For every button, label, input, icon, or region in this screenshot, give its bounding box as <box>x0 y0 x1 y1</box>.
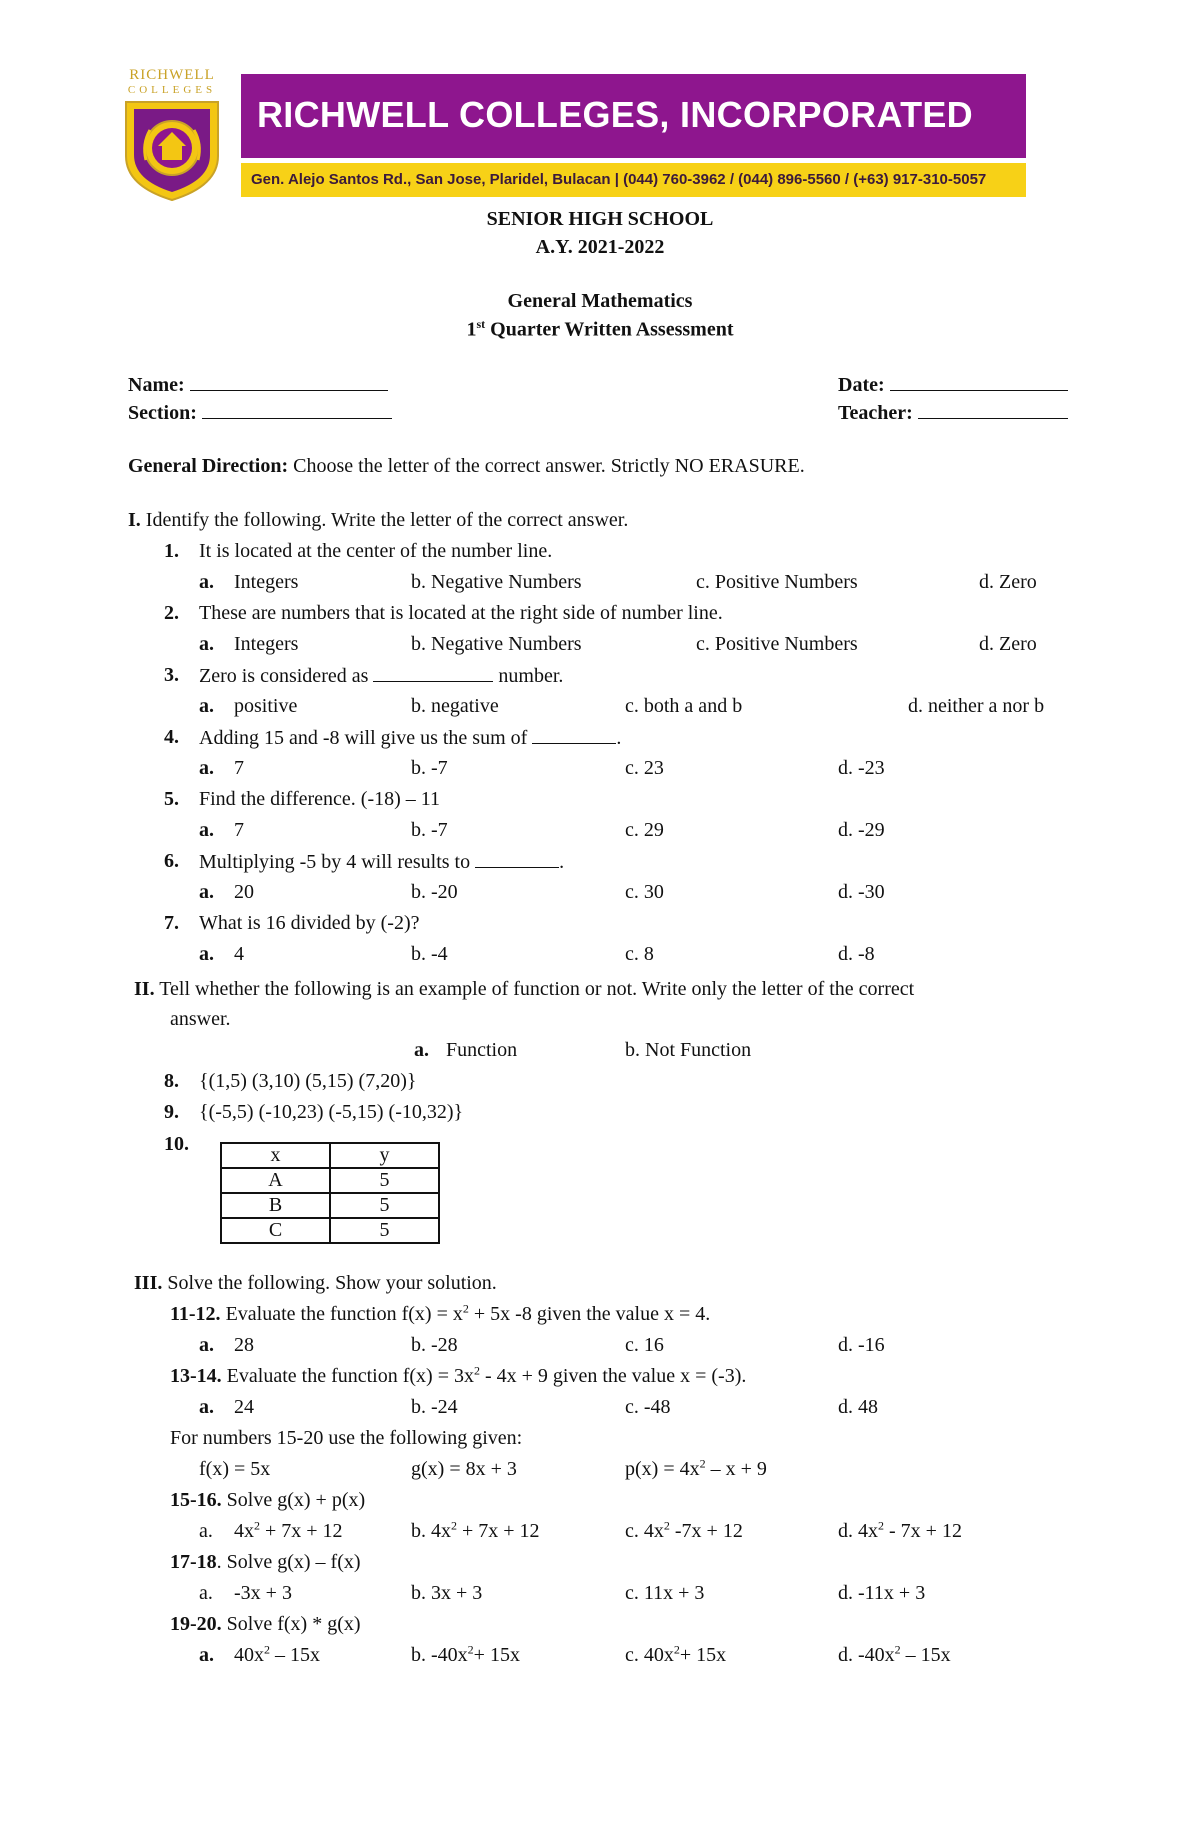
logo-text-richwell: RICHWELL <box>129 67 215 83</box>
question-text <box>199 725 621 750</box>
option-c[interactable]: c. both a and b <box>625 695 743 717</box>
section-blank[interactable] <box>202 400 392 419</box>
question-number: 3. <box>164 664 179 686</box>
question-line <box>170 1302 710 1326</box>
answer-blank[interactable] <box>373 663 493 682</box>
option-a[interactable] <box>234 1643 320 1667</box>
question-text: Find the difference. (-18) – 11 <box>199 788 441 810</box>
option-d[interactable]: d. -29 <box>838 819 885 841</box>
table-cell: 5 <box>330 1218 439 1243</box>
table-cell: 5 <box>330 1168 439 1193</box>
teacher-label: Teacher: <box>838 402 913 424</box>
option-b-pre: b. 4x <box>411 1520 451 1542</box>
teacher-blank[interactable] <box>918 400 1068 419</box>
question-text-pre: Evaluate the function f(x) = x <box>220 1303 463 1325</box>
section-field <box>128 400 392 425</box>
institution-banner <box>241 74 1026 158</box>
question-line <box>170 1612 361 1636</box>
question-number: 8. <box>164 1070 179 1092</box>
quarter-suffix: st <box>476 317 486 331</box>
option-a[interactable]: 20 <box>234 881 254 903</box>
date-label: Date: <box>838 374 885 396</box>
option-b[interactable]: b. -7 <box>411 757 448 779</box>
question-text: These are numbers that is located at the right side of number line. <box>199 602 723 624</box>
quarter-number: 1 <box>466 318 477 341</box>
given-p <box>625 1457 767 1481</box>
function-option-letter[interactable]: a. <box>414 1039 429 1061</box>
option-c[interactable] <box>625 1519 743 1543</box>
option-d[interactable] <box>838 1643 951 1667</box>
answer-blank[interactable] <box>532 725 616 744</box>
table-row <box>221 1218 439 1243</box>
assessment-title <box>0 317 1200 342</box>
option-d[interactable]: d. -23 <box>838 757 885 779</box>
option-d-post: - 7x + 12 <box>884 1520 962 1542</box>
section-label: Section: <box>128 402 197 424</box>
quarter-text: Quarter Written Assessment <box>485 318 734 341</box>
option-d[interactable] <box>838 1519 962 1543</box>
given-g: g(x) = 8x + 3 <box>411 1458 517 1480</box>
question-number: 6. <box>164 850 179 872</box>
address-text: Gen. Alejo Santos Rd., San Jose, Plaridel, Bulacan | (044) 760-3962 / (044) 896-5560 / (+63) 917-310-5057 <box>251 171 987 188</box>
option-a-letter[interactable]: a. <box>199 633 214 655</box>
exponent: 2 <box>467 1642 474 1657</box>
function-option[interactable]: Function <box>446 1039 518 1061</box>
part1-instruction: Identify the following. Write the letter of the correct answer. <box>140 509 629 531</box>
exponent: 2 <box>663 1518 670 1533</box>
option-d[interactable]: d. 48 <box>838 1396 878 1418</box>
option-a[interactable]: 28 <box>234 1334 254 1356</box>
question-text-pre: Evaluate the function f(x) = 3x <box>221 1365 474 1387</box>
question-number: 1. <box>164 540 179 562</box>
option-c[interactable]: c. Positive Numbers <box>696 633 858 655</box>
option-d-pre: d. 4x <box>838 1520 878 1542</box>
table-row <box>221 1193 439 1218</box>
question-text: Solve f(x) * g(x) <box>221 1613 361 1635</box>
question-number: 9. <box>164 1101 179 1123</box>
subject-title: General Mathematics <box>507 290 693 312</box>
option-a-letter[interactable]: a. <box>199 1644 214 1666</box>
option-a[interactable]: positive <box>234 695 298 717</box>
logo-text-colleges: COLLEGES <box>127 84 217 96</box>
table-header: y <box>330 1143 439 1168</box>
question-text-pre: Adding 15 and -8 will give us the sum of <box>199 727 533 749</box>
option-b[interactable]: b. negative <box>411 695 499 717</box>
table-header-row <box>221 1143 439 1168</box>
option-b[interactable]: b. -4 <box>411 943 448 965</box>
table-cell: C <box>221 1218 330 1243</box>
part2-instruction: Tell whether the following is an example of function or not. Write only the letter of the correct <box>154 978 915 1000</box>
option-c[interactable] <box>625 1643 726 1667</box>
question-text <box>199 663 563 688</box>
question-text-post: + 5x -8 given the value x = 4. <box>468 1303 711 1325</box>
question-text-post: . <box>559 851 565 873</box>
option-a-letter[interactable]: a. <box>199 695 214 717</box>
table-cell: A <box>221 1168 330 1193</box>
option-c-post: -7x + 12 <box>669 1520 743 1542</box>
exponent: 2 <box>473 1363 480 1378</box>
exponent: 2 <box>673 1642 680 1657</box>
option-c[interactable]: c. Positive Numbers <box>696 571 858 593</box>
general-direction <box>128 454 805 478</box>
option-a-letter[interactable]: a. <box>199 1396 214 1418</box>
option-a-pre: 4x <box>234 1520 254 1542</box>
question-text-post: number. <box>493 665 564 687</box>
part1-roman: I. <box>128 509 141 531</box>
option-c[interactable]: c. 30 <box>625 881 664 903</box>
option-c-post: + 15x <box>679 1644 727 1666</box>
option-a[interactable]: 24 <box>234 1396 254 1418</box>
question-text: What is 16 divided by (-2)? <box>199 912 420 934</box>
option-a-pre: 40x <box>234 1644 264 1666</box>
option-b-post: + 7x + 12 <box>457 1520 540 1542</box>
academic-year: A.Y. 2021-2022 <box>535 236 665 258</box>
part2-heading <box>134 977 914 1001</box>
exponent: 2 <box>254 1518 260 1533</box>
option-a-letter[interactable]: a. <box>199 1334 214 1356</box>
option-c[interactable]: c. 11x + 3 <box>625 1582 705 1604</box>
part2-roman: II. <box>134 978 155 1000</box>
option-c[interactable]: c. 16 <box>625 1334 664 1356</box>
option-a-letter[interactable]: a. <box>199 1582 213 1604</box>
teacher-field <box>838 400 1068 425</box>
option-c[interactable]: c. 8 <box>625 943 654 965</box>
question-number: 13-14. <box>170 1365 222 1387</box>
direction-label: General Direction: <box>128 455 289 477</box>
shield-icon <box>122 98 222 202</box>
option-a-letter[interactable]: a. <box>199 943 214 965</box>
option-a[interactable] <box>234 1519 343 1543</box>
table-header: x <box>221 1143 330 1168</box>
given-p-pre: p(x) = 4x <box>625 1458 700 1480</box>
school-level: SENIOR HIGH SCHOOL <box>486 208 714 230</box>
name-label: Name: <box>128 374 185 396</box>
table-cell: 5 <box>330 1193 439 1218</box>
relation-set: {(-5,5) (-10,23) (-5,15) (-10,32)} <box>199 1101 464 1123</box>
option-d[interactable]: d. -11x + 3 <box>838 1582 926 1604</box>
option-a[interactable]: 7 <box>234 757 244 779</box>
option-d[interactable]: d. neither a nor b <box>908 695 1045 717</box>
question-text: . Solve g(x) – f(x) <box>216 1551 361 1573</box>
not-function-option[interactable]: b. Not Function <box>625 1039 752 1061</box>
option-b[interactable]: b. Negative Numbers <box>411 571 582 593</box>
option-c[interactable]: c. 29 <box>625 819 664 841</box>
option-b-post: + 15x <box>473 1644 520 1666</box>
part2-instruction-cont: answer. <box>170 1008 231 1030</box>
option-a[interactable]: 7 <box>234 819 244 841</box>
date-field <box>838 372 1068 397</box>
option-d[interactable]: d. -8 <box>838 943 875 965</box>
part3-heading <box>134 1271 497 1295</box>
question-text <box>199 849 564 874</box>
option-b[interactable]: b. -20 <box>411 881 458 903</box>
question-number: 11-12. <box>170 1303 221 1325</box>
exponent: 2 <box>894 1642 901 1657</box>
option-a[interactable]: Integers <box>234 633 299 655</box>
option-d[interactable]: d. -30 <box>838 881 885 903</box>
relation-table <box>220 1142 440 1244</box>
option-b[interactable]: b. 3x + 3 <box>411 1582 483 1604</box>
direction-text: Choose the letter of the correct answer. Strictly NO ERASURE. <box>288 455 805 477</box>
part1-heading <box>128 508 628 532</box>
option-a[interactable]: Integers <box>234 571 299 593</box>
exponent: 2 <box>462 1301 469 1316</box>
question-number: 19-20. <box>170 1613 222 1635</box>
option-a-post: + 7x + 12 <box>260 1520 343 1542</box>
question-line <box>170 1550 361 1574</box>
answer-blank[interactable] <box>475 849 559 868</box>
option-d-pre: d. -40x <box>838 1644 895 1666</box>
name-field <box>128 372 388 397</box>
given-p-post: – x + 9 <box>705 1458 767 1480</box>
question-text: It is located at the center of the number line. <box>199 540 553 562</box>
question-line <box>170 1364 746 1388</box>
given-intro: For numbers 15-20 use the following given: <box>170 1427 523 1449</box>
question-text-post: . <box>616 727 622 749</box>
option-c[interactable]: c. -48 <box>625 1396 671 1418</box>
date-blank[interactable] <box>890 372 1068 391</box>
school-logo <box>118 68 226 202</box>
exponent: 2 <box>264 1642 270 1657</box>
exponent: 2 <box>878 1518 884 1533</box>
option-c-pre: c. 40x <box>625 1644 674 1666</box>
given-f: f(x) = 5x <box>199 1458 271 1480</box>
question-text-pre: Multiplying -5 by 4 will results to <box>199 851 476 873</box>
option-d[interactable]: d. -16 <box>838 1334 885 1356</box>
option-b[interactable]: b. -24 <box>411 1396 458 1418</box>
option-a[interactable]: 4 <box>234 943 244 965</box>
question-number: 15-16. <box>170 1489 222 1511</box>
question-number: 17-18 <box>170 1551 217 1573</box>
exponent: 2 <box>699 1456 706 1471</box>
option-b-pre: b. -40x <box>411 1644 468 1666</box>
option-d[interactable]: d. Zero <box>979 571 1037 593</box>
option-a-letter[interactable]: a. <box>199 757 214 779</box>
question-text: Solve g(x) + p(x) <box>221 1489 366 1511</box>
question-number: 10. <box>164 1133 189 1155</box>
option-a[interactable]: -3x + 3 <box>234 1582 292 1604</box>
option-b[interactable]: b. -28 <box>411 1334 458 1356</box>
address-bar <box>241 163 1026 197</box>
option-a-letter[interactable]: a. <box>199 819 214 841</box>
option-a-letter[interactable]: a. <box>199 1520 213 1542</box>
table-cell: B <box>221 1193 330 1218</box>
option-d-post: – 15x <box>900 1644 951 1666</box>
option-a-letter[interactable]: a. <box>199 571 214 593</box>
option-a-post: – 15x <box>270 1644 320 1666</box>
option-a-letter[interactable]: a. <box>199 881 214 903</box>
relation-set: {(1,5) (3,10) (5,15) (7,20)} <box>199 1070 417 1092</box>
question-number: 7. <box>164 912 179 934</box>
question-text-post: - 4x + 9 given the value x = (-3). <box>479 1365 747 1387</box>
option-b[interactable] <box>411 1519 540 1543</box>
option-b[interactable]: b. Negative Numbers <box>411 633 582 655</box>
option-d[interactable]: d. Zero <box>979 633 1037 655</box>
table-row <box>221 1168 439 1193</box>
name-blank[interactable] <box>190 372 388 391</box>
institution-name: RICHWELL COLLEGES, INCORPORATED <box>257 94 973 135</box>
question-text-pre: Zero is considered as <box>199 665 374 687</box>
question-number: 5. <box>164 788 179 810</box>
question-number: 2. <box>164 602 179 624</box>
exponent: 2 <box>451 1518 457 1533</box>
option-c-pre: c. 4x <box>625 1520 664 1542</box>
option-b[interactable]: b. -7 <box>411 819 448 841</box>
option-c[interactable]: c. 23 <box>625 757 664 779</box>
part3-roman: III. <box>134 1272 163 1294</box>
option-b[interactable] <box>411 1643 520 1667</box>
question-number: 4. <box>164 726 179 748</box>
question-line <box>170 1488 365 1512</box>
part3-instruction: Solve the following. Show your solution. <box>162 1272 497 1294</box>
